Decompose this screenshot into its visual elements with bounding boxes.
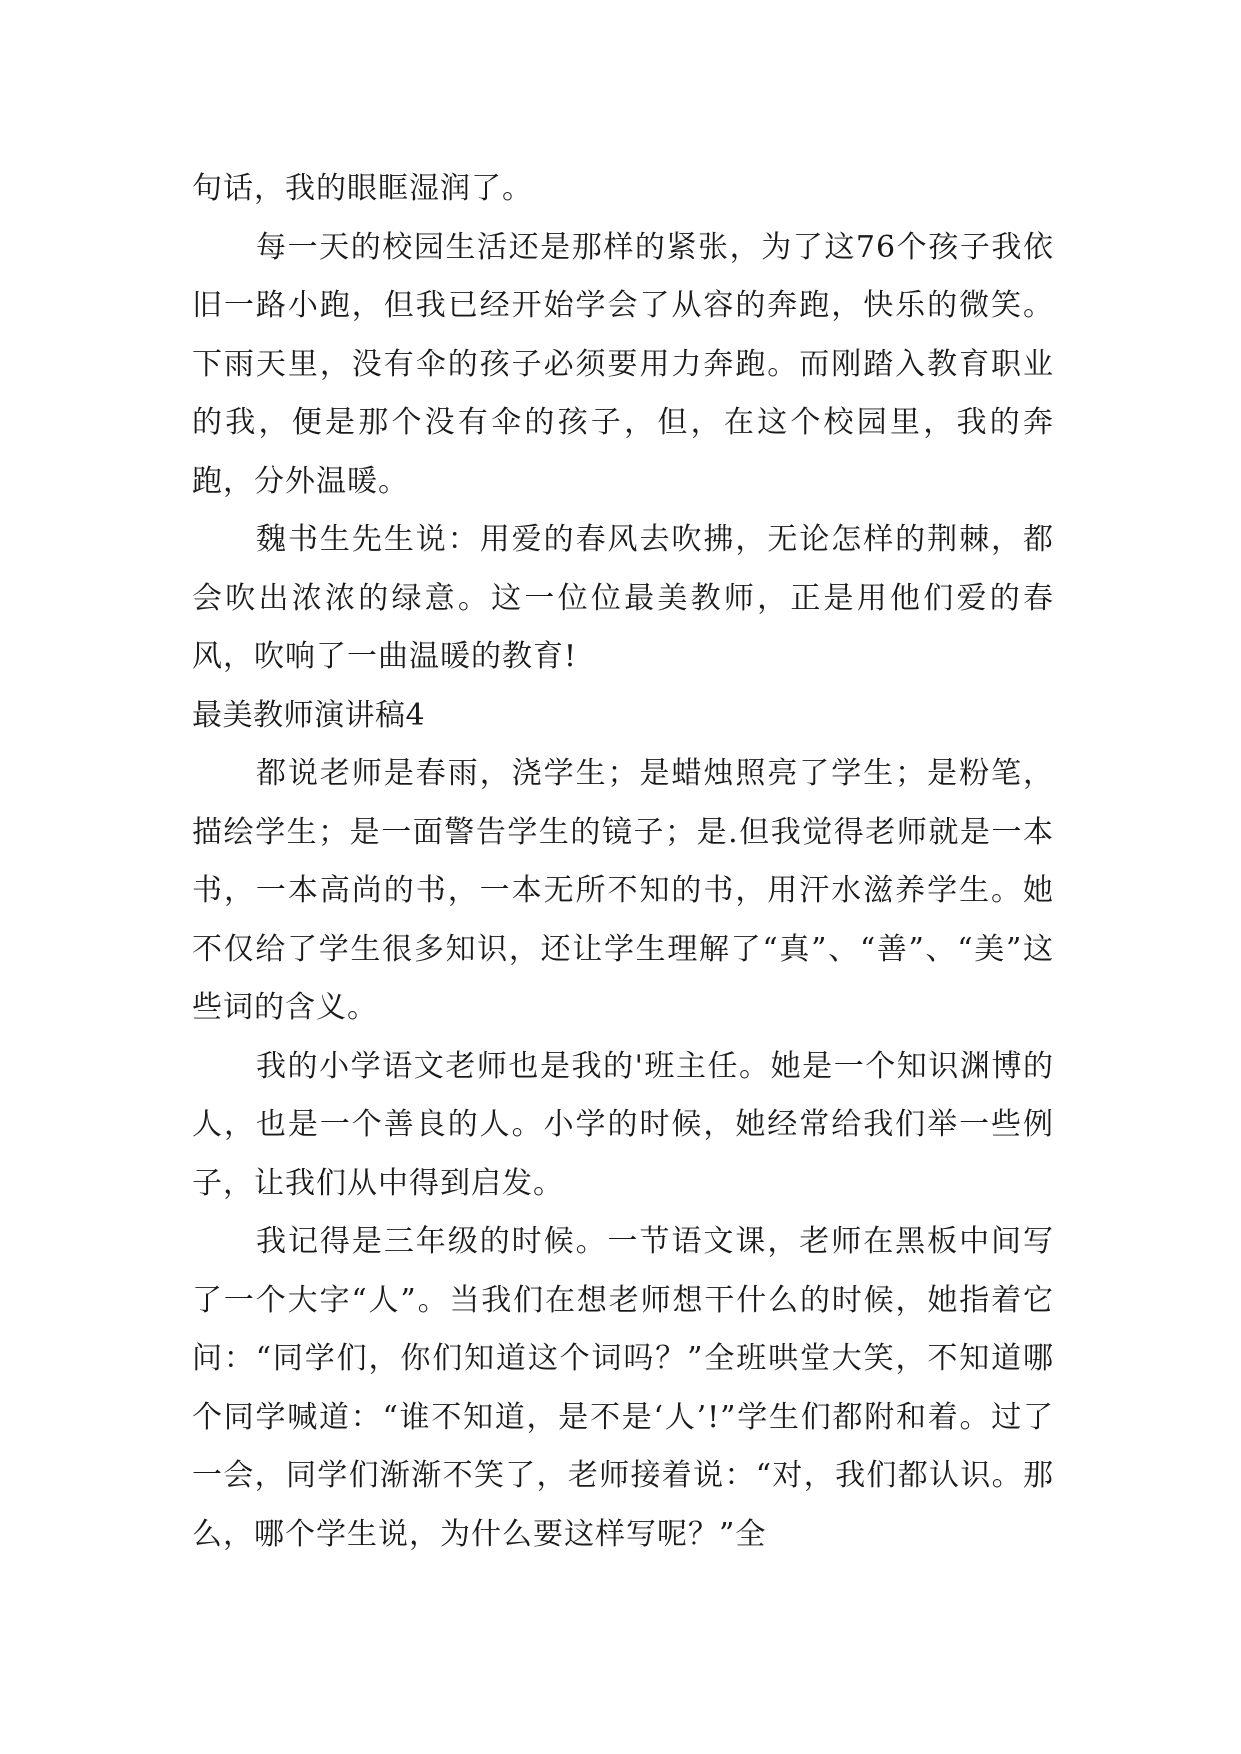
paragraph: 每一天的校园生活还是那样的紧张，为了这76个孩子我依旧一路小跑，但我已经开始学会了从容的奔跑，快乐的微笑。下雨天里，没有伞的孩子必须要用力奔跑。而刚踏入教育职业的我，便是那个没有伞的孩子，但，在这个校园里，我的奔跑，分外温暖。 bbox=[192, 229, 1054, 499]
document-body bbox=[192, 160, 1054, 1564]
paragraph: 都说老师是春雨，浇学生；是蜡烛照亮了学生；是粉笔，描绘学生；是一面警告学生的镜子；是.但我觉得老师就是一本书，一本高尚的书，一本无所不知的书，用汗水滋养学生。她不仅给了学生很多知识，还让学生理解了“真”、“善”、“美”这些词的含义。 bbox=[192, 756, 1054, 1025]
paragraph: 我记得是三年级的时候。一节语文课，老师在黑板中间写了一个大字“人”。当我们在想老师想干什么的时候，她指着它问：“同学们，你们知道这个词吗？”全班哄堂大笑，不知道哪个同学喊道：“谁不知道，是不是‘人’!”学生们都附和着。过了一会，同学们渐渐不笑了，老师接着说：“对，我们都认识。那么，哪个学生说，为什么要这样写呢？”全 bbox=[192, 1224, 1054, 1552]
section-heading: 最美教师演讲稿4 bbox=[192, 697, 426, 733]
paragraph: 我的小学语文老师也是我的'班主任。她是一个知识渊博的人，也是一个善良的人。小学的时候，她经常给我们举一些例子，让我们从中得到启发。 bbox=[192, 1048, 1054, 1201]
paragraph: 魏书生先生说：用爱的春风去吹拂，无论怎样的荆棘，都会吹出浓浓的绿意。这一位位最美教师，正是用他们爱的春风，吹响了一曲温暖的教育! bbox=[192, 522, 1054, 674]
paragraph-continuation: 句话，我的眼眶湿润了。 bbox=[192, 171, 533, 206]
